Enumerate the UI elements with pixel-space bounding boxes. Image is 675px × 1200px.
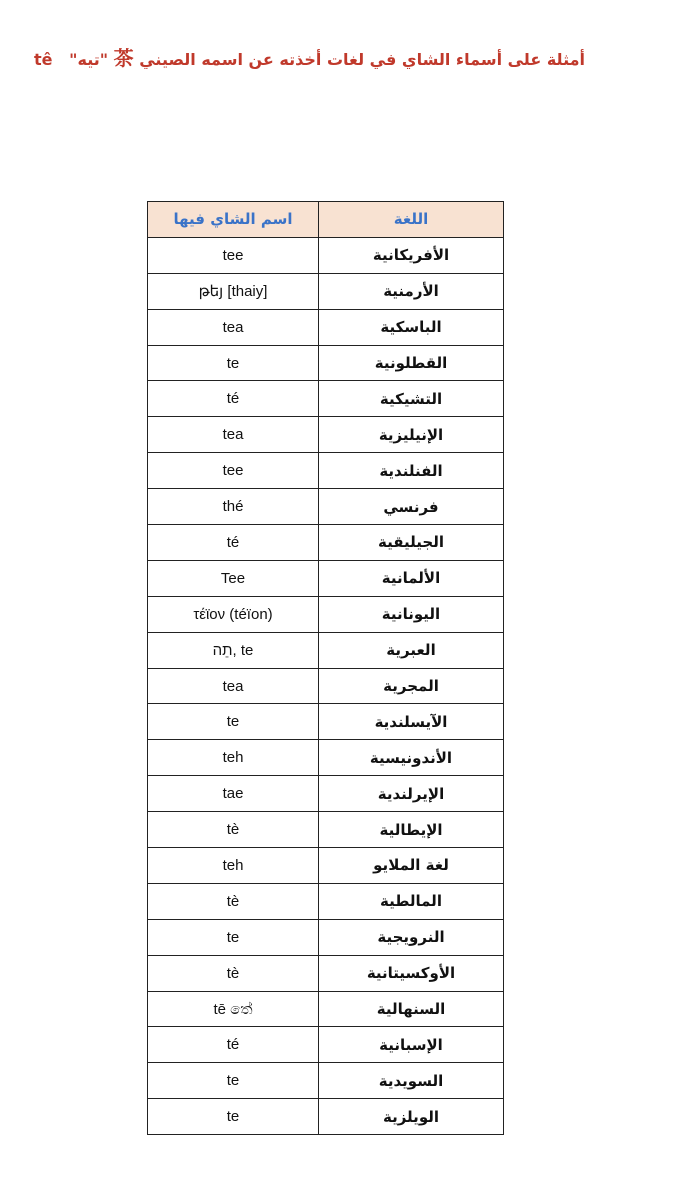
tea-name-cell: teh (148, 848, 319, 884)
language-cell: الأوكسيتانية (319, 955, 504, 991)
tea-name-cell: tè (148, 812, 319, 848)
tea-name-cell: te (148, 919, 319, 955)
table-row (148, 1099, 504, 1135)
table-row (148, 560, 504, 596)
table-row (148, 453, 504, 489)
tea-name-cell: thé (148, 489, 319, 525)
table-row (148, 1063, 504, 1099)
language-cell: الفنلندية (319, 453, 504, 489)
table-row (148, 883, 504, 919)
table-row (148, 991, 504, 1027)
language-cell: الجيليقية (319, 525, 504, 561)
tea-name-cell: te (148, 345, 319, 381)
tea-name-cell: Tee (148, 560, 319, 596)
tea-names-table (147, 201, 504, 1135)
table-row (148, 955, 504, 991)
language-cell: فرنسي (319, 489, 504, 525)
table-row (148, 237, 504, 273)
language-cell: الإيرلندية (319, 776, 504, 812)
language-cell: السويدية (319, 1063, 504, 1099)
table-row (148, 596, 504, 632)
language-cell: اليونانية (319, 596, 504, 632)
tea-name-cell: tee (148, 237, 319, 273)
table-row (148, 1027, 504, 1063)
tea-name-cell: te (148, 1063, 319, 1099)
tea-name-cell: té (148, 1027, 319, 1063)
language-cell: النرويجية (319, 919, 504, 955)
table-row (148, 812, 504, 848)
language-cell: لغة الملايو (319, 848, 504, 884)
table-body (148, 237, 504, 1134)
tea-name-cell: te (148, 1099, 319, 1135)
language-cell: القطلونية (319, 345, 504, 381)
language-cell: التشيكية (319, 381, 504, 417)
table-row (148, 345, 504, 381)
language-cell: الإيطالية (319, 812, 504, 848)
title-hanzi: 茶 (113, 46, 134, 70)
language-cell: العبرية (319, 632, 504, 668)
tea-name-cell: tè (148, 955, 319, 991)
language-cell: السنهالية (319, 991, 504, 1027)
table-row (148, 848, 504, 884)
header-language: اللغة (319, 202, 504, 238)
table-row (148, 273, 504, 309)
language-cell: الإسبانية (319, 1027, 504, 1063)
title-latin: tê (33, 50, 53, 69)
tea-name-cell: te (148, 704, 319, 740)
table-row (148, 704, 504, 740)
tea-name-cell: tē තේ (148, 991, 319, 1027)
table-row (148, 776, 504, 812)
tea-name-cell: té (148, 381, 319, 417)
tea-name-cell: tea (148, 417, 319, 453)
table-row (148, 668, 504, 704)
language-cell: الباسكية (319, 309, 504, 345)
table-row (148, 740, 504, 776)
language-cell: الويلزية (319, 1099, 504, 1135)
language-cell: المجرية (319, 668, 504, 704)
tea-name-cell: tea (148, 309, 319, 345)
language-cell: الإنيليزية (319, 417, 504, 453)
language-cell: المالطية (319, 883, 504, 919)
language-cell: الآيسلندية (319, 704, 504, 740)
language-cell: الأفريكانية (319, 237, 504, 273)
title-text: أمثلة على أسماء الشاي في لغات أخذته عن اسمه الصيني (139, 50, 585, 69)
table-row (148, 632, 504, 668)
tea-name-cell: թեյ [thaiy] (148, 273, 319, 309)
table-header-row (148, 202, 504, 238)
table-row (148, 309, 504, 345)
language-cell: الأندونيسية (319, 740, 504, 776)
tea-name-cell: tee (148, 453, 319, 489)
tea-name-cell: tè (148, 883, 319, 919)
tea-name-cell: תֵה, te (148, 632, 319, 668)
tea-name-cell: tae (148, 776, 319, 812)
table-row (148, 919, 504, 955)
title-quoted: "تيه" (69, 50, 109, 69)
tea-name-cell: teh (148, 740, 319, 776)
tea-name-cell: τέϊον (téïon) (148, 596, 319, 632)
tea-name-cell: tea (148, 668, 319, 704)
language-cell: الأرمنية (319, 273, 504, 309)
header-name: اسم الشاي فيها (148, 202, 319, 238)
page-title (33, 42, 585, 71)
table-row (148, 381, 504, 417)
language-cell: الألمانية (319, 560, 504, 596)
table-row (148, 525, 504, 561)
tea-name-cell: té (148, 525, 319, 561)
table-row (148, 489, 504, 525)
table-row (148, 417, 504, 453)
